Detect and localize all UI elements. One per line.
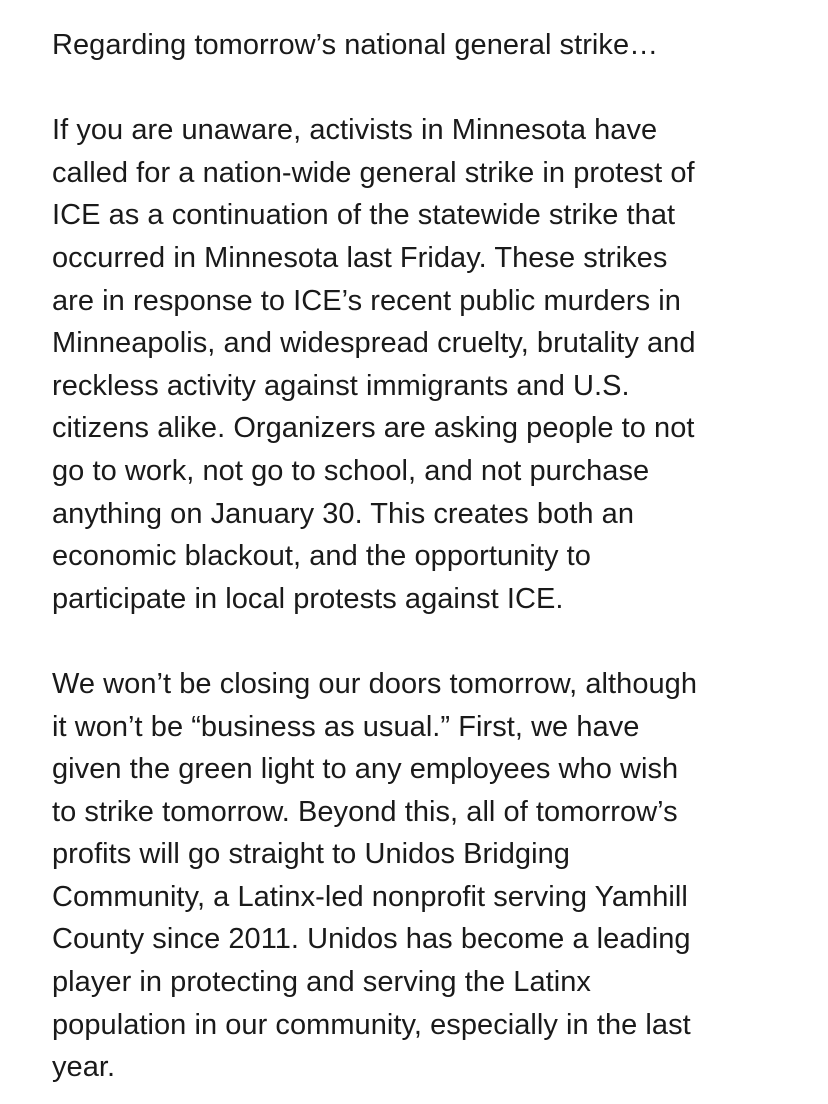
paragraph-line: are in response to ICE’s recent public murders in	[52, 284, 681, 317]
paragraph-line: If you are unaware, activists in Minnesota have	[52, 114, 658, 147]
document-heading: Regarding tomorrow’s national general strike…	[52, 29, 659, 61]
paragraph-line: Minneapolis, and widespread cruelty, brutality and	[52, 327, 696, 360]
paragraph-spacer	[52, 67, 822, 110]
paragraph-line: reckless activity against immigrants and U.S.	[52, 369, 630, 402]
paragraph-spacer	[52, 620, 822, 663]
paragraph-line: population in our community, especially in the last	[52, 1008, 691, 1041]
paragraph-line: economic blackout, and the opportunity to	[52, 540, 591, 573]
paragraph-line: We won’t be closing our doors tomorrow, although	[52, 667, 698, 700]
paragraph-line: go to work, not go to school, and not purchase	[52, 454, 650, 487]
paragraph-2	[52, 663, 822, 1089]
paragraph-line: profits will go straight to Unidos Bridging	[52, 838, 570, 871]
document-body	[52, 24, 822, 1089]
paragraph-line: given the green light to any employees who wish	[52, 753, 679, 786]
paragraph-line: citizens alike. Organizers are asking people to not	[52, 412, 695, 445]
paragraph-line: it won’t be “business as usual.” First, we have	[52, 710, 640, 743]
paragraph-line: occurred in Minnesota last Friday. These strikes	[52, 241, 668, 274]
paragraph-line: year.	[52, 1051, 116, 1084]
paragraph-1	[52, 109, 822, 620]
paragraph-line: player in protecting and serving the Latinx	[52, 966, 591, 999]
paragraph-line: County since 2011. Unidos has become a leading	[52, 923, 691, 956]
paragraph-line: anything on January 30. This creates both an	[52, 497, 635, 530]
paragraph-line: ICE as a continuation of the statewide strike that	[52, 199, 676, 232]
paragraph-line: participate in local protests against ICE.	[52, 582, 564, 615]
paragraph-line: to strike tomorrow. Beyond this, all of tomorrow’s	[52, 795, 678, 828]
paragraph-line: Community, a Latinx-led nonprofit serving Yamhill	[52, 880, 688, 913]
paragraph-line: called for a nation-wide general strike in protest of	[52, 156, 695, 189]
